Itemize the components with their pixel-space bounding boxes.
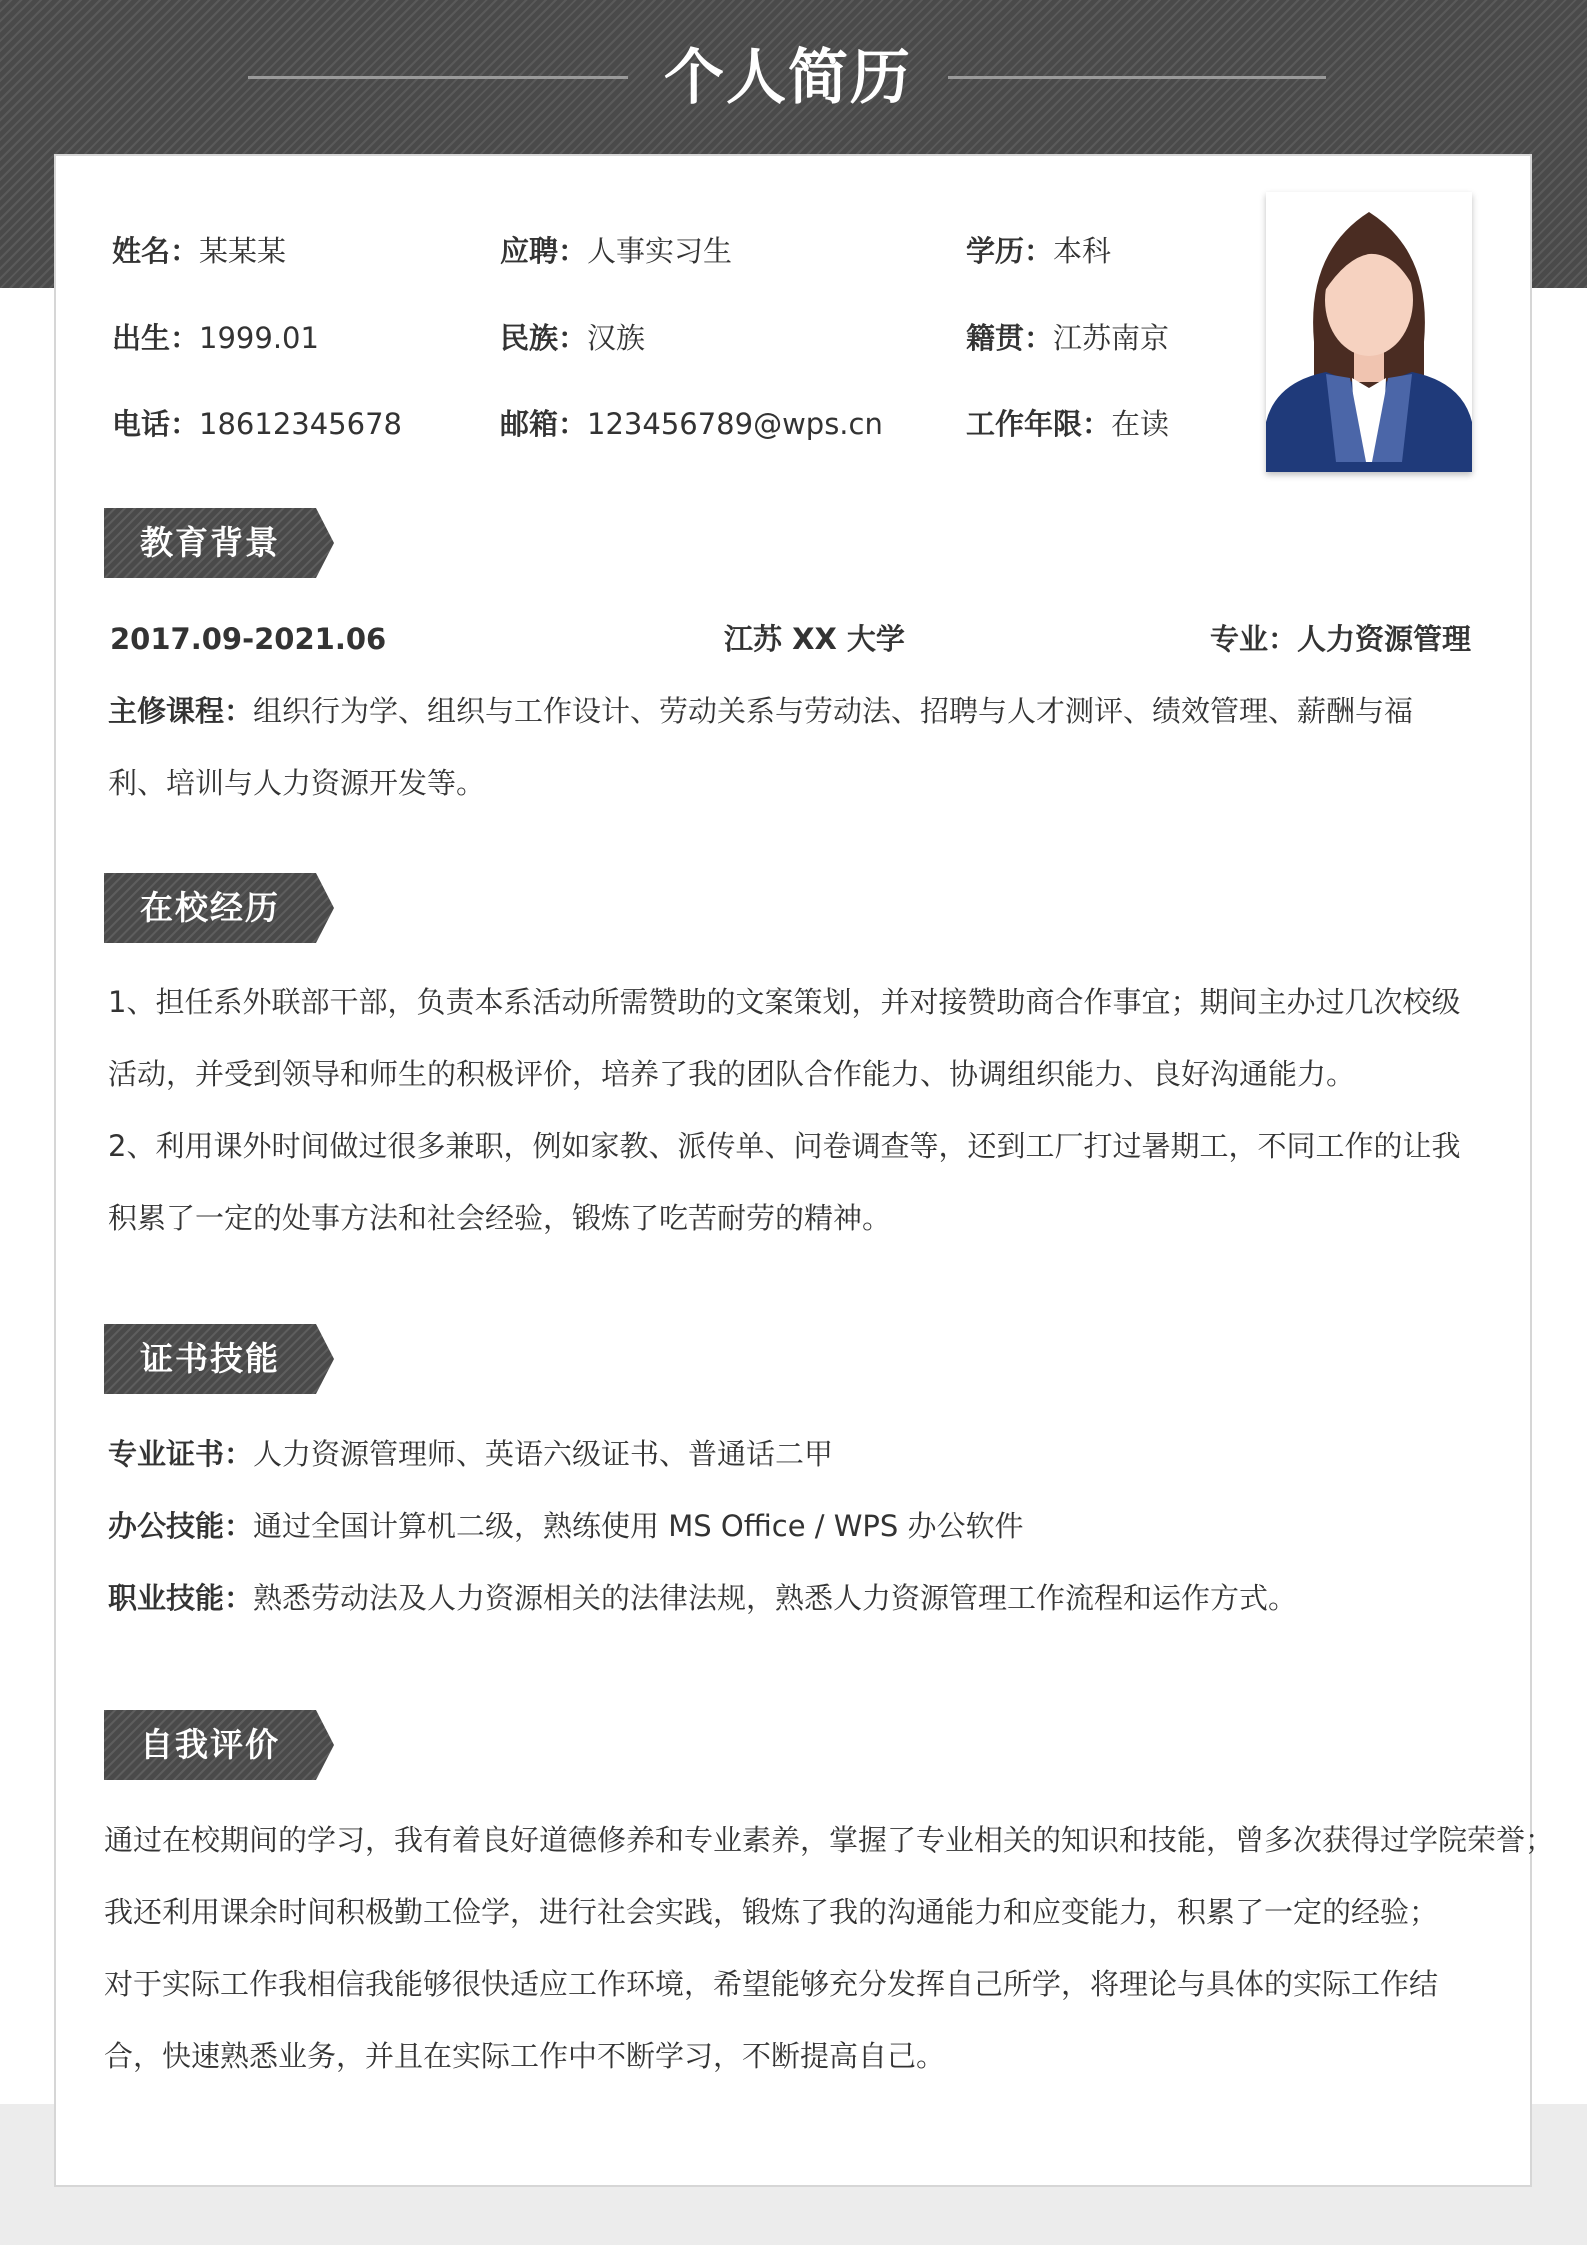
title-rule-left: [248, 76, 628, 79]
skill-label: 专业证书：: [108, 1437, 254, 1471]
info-label: 应聘：: [500, 234, 588, 268]
page-title: 个人简历: [664, 43, 912, 113]
info-value: 1999.01: [199, 321, 319, 355]
education-period: 2017.09-2021.06: [110, 622, 387, 656]
info-label: 邮箱：: [500, 407, 588, 441]
section-tag-education: [104, 508, 334, 578]
section-tag-campus: [104, 873, 334, 943]
info-ethnicity: [500, 318, 645, 358]
self-eval-line-2: 我还利用课余时间积极勤工俭学，进行社会实践，锻炼了我的沟通能力和应变能力，积累了一定的经验；: [104, 1895, 1439, 1929]
info-email: [500, 404, 883, 444]
campus-item-1: 1、担任系外联部干部，负责本系活动所需赞助的文案策划，并对接赞助商合作事宜；期间主办过几次校级活动，并受到领导和师生的积极评价，培养了我的团队合作能力、协调组织能力、良好沟通能力。: [108, 985, 1461, 1091]
info-birth: [112, 318, 319, 358]
info-label: 电话：: [112, 407, 200, 441]
info-value: 人事实习生: [587, 234, 733, 268]
courses-text: 组织行为学、组织与工作设计、劳动关系与劳动法、招聘与人才测评、绩效管理、薪酬与福利、培训与人力资源开发等。: [108, 694, 1414, 800]
info-value: 某某某: [199, 234, 287, 268]
education-school: 江苏 XX 大学: [724, 622, 905, 656]
campus-item-2: 2、利用课外时间做过很多兼职，例如家教、派传单、问卷调查等，还到工厂打过暑期工，不同工作的让我积累了一定的处事方法和社会经验，锻炼了吃苦耐劳的精神。: [108, 1129, 1461, 1235]
info-origin: [966, 318, 1169, 358]
info-value: 本科: [1053, 234, 1112, 268]
education-major: 专业：人力资源管理: [1210, 622, 1472, 656]
section-title: 自我评价: [140, 1725, 280, 1764]
section-tag-self-eval: [104, 1710, 334, 1780]
education-courses: [108, 675, 1464, 819]
self-eval-line-3: 对于实际工作我相信我能够很快适应工作环境，希望能够充分发挥自己所学，将理论与具体的实际工作结合，快速熟悉业务，并且在实际工作中不断学习，不断提高自己。: [104, 1967, 1439, 2073]
info-name: [112, 231, 286, 271]
section-title: 教育背景: [140, 523, 280, 562]
info-value: 123456789@wps.cn: [587, 407, 883, 441]
info-label: 工作年限：: [966, 407, 1112, 441]
courses-label: 主修课程：: [108, 694, 254, 728]
profile-photo: [1266, 192, 1472, 472]
info-value: 在读: [1111, 407, 1170, 441]
skill-certificates: [108, 1434, 1464, 1474]
info-education: [966, 231, 1111, 271]
info-value: 18612345678: [199, 407, 402, 441]
info-value: 江苏南京: [1053, 321, 1170, 355]
skill-value: 人力资源管理师、英语六级证书、普通话二甲: [253, 1437, 834, 1471]
info-label: 学历：: [966, 234, 1054, 268]
avatar-icon: [1266, 192, 1472, 472]
info-label: 姓名：: [112, 234, 200, 268]
skill-label: 职业技能：: [108, 1581, 254, 1615]
skill-value: 熟悉劳动法及人力资源相关的法律法规，熟悉人力资源管理工作流程和运作方式。: [253, 1581, 1298, 1615]
section-title: 在校经历: [140, 888, 280, 927]
info-label: 民族：: [500, 321, 588, 355]
title-rule-right: [948, 76, 1326, 79]
info-position: [500, 231, 732, 271]
info-value: 汉族: [587, 321, 646, 355]
section-tag-skills: [104, 1324, 334, 1394]
skill-professional: [108, 1578, 1464, 1618]
info-label: 出生：: [112, 321, 200, 355]
info-label: 籍贯：: [966, 321, 1054, 355]
skill-office: [108, 1506, 1464, 1546]
self-eval-line-1: 通过在校期间的学习，我有着良好道德修养和专业素养，掌握了专业相关的知识和技能，曾多次获得过学院荣誉；: [104, 1823, 1555, 1857]
info-experience: [966, 404, 1169, 444]
section-title: 证书技能: [140, 1339, 280, 1378]
skill-value: 通过全国计算机二级，熟练使用 MS Office / WPS 办公软件: [253, 1509, 1024, 1543]
info-phone: [112, 404, 402, 444]
skill-label: 办公技能：: [108, 1509, 254, 1543]
